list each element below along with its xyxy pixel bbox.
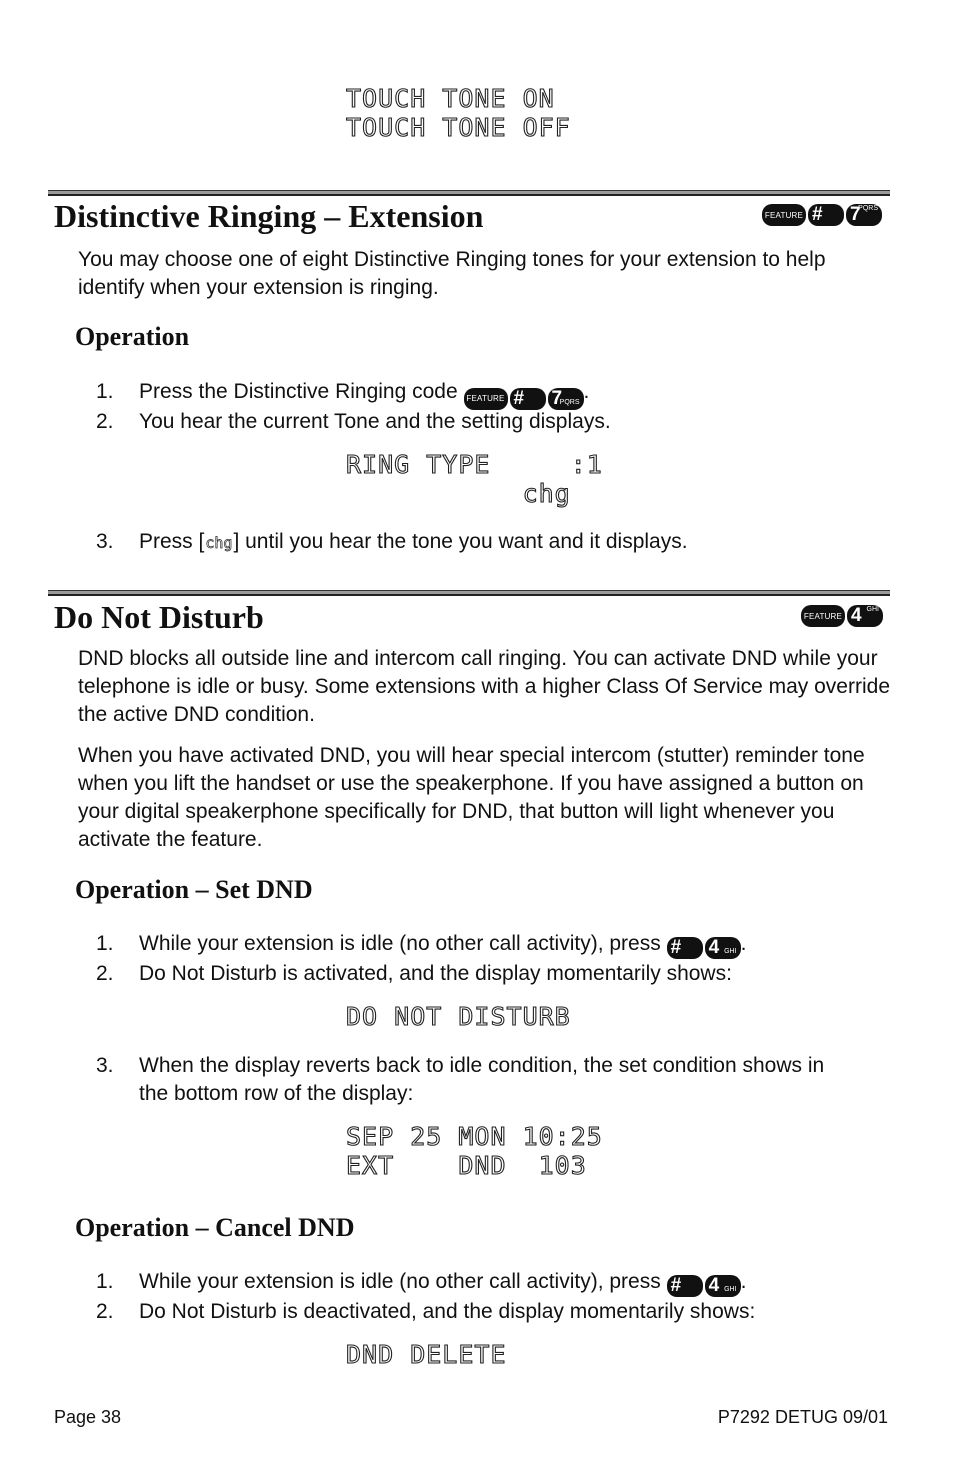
seven-key: 7 PQRS — [548, 388, 584, 410]
lcd-line: TOUCH TONE OFF — [346, 113, 571, 142]
feature-key: FEATURE — [762, 204, 806, 226]
feature-code-keys — [801, 605, 883, 627]
four-key: 4 GHI — [705, 1275, 741, 1297]
hash-key: # — [667, 1275, 703, 1297]
lcd-line: chg — [346, 479, 571, 508]
hash-key: # — [667, 937, 703, 959]
dnd-code-keys — [667, 1275, 741, 1297]
lcd-line: RING TYPE :1 — [346, 450, 603, 479]
lcd-line: EXT DND 103 — [346, 1151, 587, 1180]
four-key: 4 GHI — [847, 605, 883, 627]
feature-key: FEATURE — [801, 605, 845, 627]
feature-code-keys — [464, 388, 584, 410]
lcd-display-touch-tone — [346, 84, 571, 142]
lcd-line: DND DELETE — [346, 1340, 507, 1369]
page-number: Page 38 — [54, 1407, 122, 1427]
lcd-display-do-not-disturb — [346, 1002, 571, 1031]
chg-softkey-label: chg — [205, 534, 233, 552]
dnd-paragraph-2: When you have activated DND, you will hear special intercom (stutter) reminder tone when you lift the handset or use the speakerphone. If you have assigned a button on your digital speakerphone specifically for DND, that button will light whenever you activate the feature. — [78, 744, 865, 851]
operation-heading: Operation — [75, 322, 190, 351]
lcd-display-ring-type — [346, 450, 603, 508]
feature-key: FEATURE — [464, 388, 508, 410]
section-title-do-not-disturb: Do Not Disturb — [54, 599, 264, 635]
operation-set-dnd-heading: Operation – Set DND — [75, 875, 313, 904]
section-title-distinctive-ringing: Distinctive Ringing – Extension — [54, 198, 484, 234]
lcd-line: SEP 25 MON 10:25 — [346, 1122, 603, 1151]
dnd-paragraph-1: DND blocks all outside line and intercom call ringing. You can activate DND while your telephone is idle or busy. Some extensions with a higher Class Of Service may override the active DND condition. — [78, 647, 890, 726]
seven-key: 7 PQRS — [846, 204, 882, 226]
section-intro: You may choose one of eight Distinctive Ringing tones for your extension to help identify when your extension is ringing. — [78, 248, 826, 299]
lcd-display-dnd-delete — [346, 1340, 507, 1369]
feature-code-keys — [762, 204, 882, 226]
dnd-code-keys — [667, 937, 741, 959]
four-key: 4 GHI — [705, 937, 741, 959]
operation-cancel-dnd-heading: Operation – Cancel DND — [75, 1213, 355, 1242]
hash-key: # — [510, 388, 546, 410]
lcd-display-idle — [346, 1122, 603, 1180]
lcd-line: TOUCH TONE ON — [346, 84, 555, 113]
lcd-line: DO NOT DISTURB — [346, 1002, 571, 1031]
hash-key: # — [808, 204, 844, 226]
document-id: P7292 DETUG 09/01 — [717, 1407, 888, 1427]
